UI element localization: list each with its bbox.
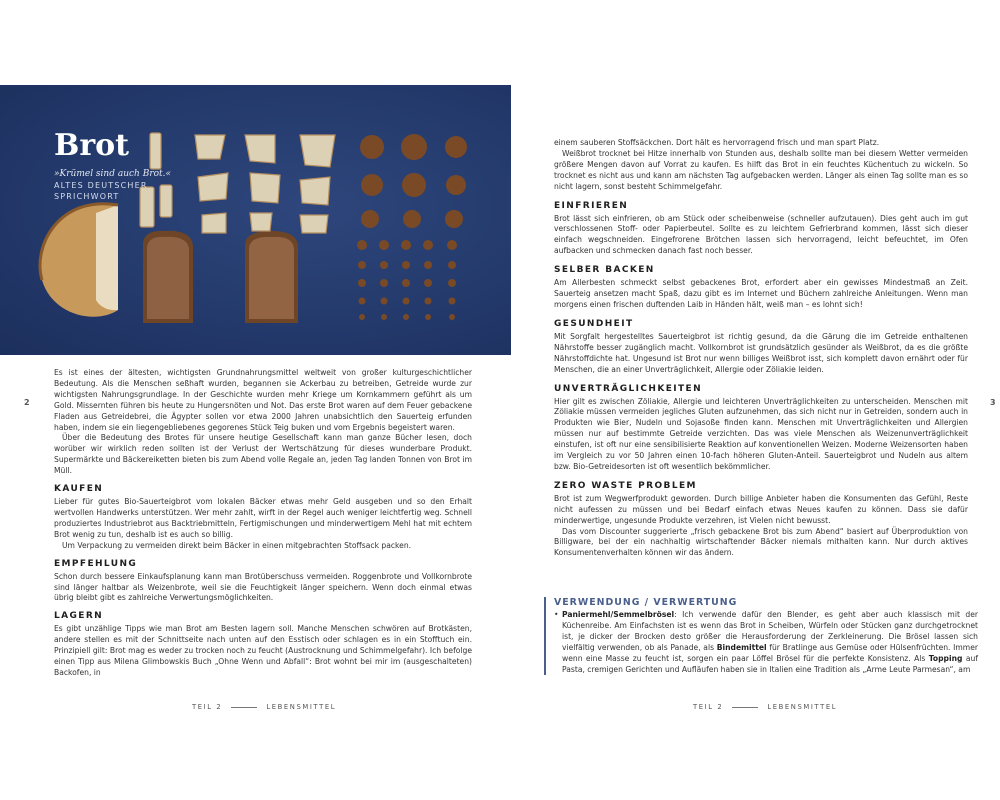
footer-part: TEIL 2 (693, 703, 724, 711)
verwendung-box (544, 597, 978, 675)
gesundheit-text: Mit Sorgfalt hergestelltes Sauerteigbrot ist richtig gesund, da die Gärung die im Getreide enthaltenen Nährstoffe besser zugänglich macht. Vollkornbrot ist grundsätzlich gesünder als Weißbrot, da es die größte Nährstoffdichte hat. Ungesund ist Brot nur wenn billiges Weißbrot isst, sich komplett davon ernährt oder für Menschen, die an einer Unverträglichkeit, Allergie oder Zöliakie leiden. (554, 331, 968, 374)
item-bold: Topping (928, 653, 963, 663)
lagern-continued: einem sauberen Stoffsäckchen. Dort hält es hervorragend frisch und man spart Platz. (554, 138, 880, 147)
item-text: für Bratlinge aus Gemüse oder Hülsenfrüchten. Immer wenn eine Masse zu feucht ist, sorgen ein paar Löffel Brösel für die perfekte Konsistenz. Als (562, 642, 978, 663)
footer-section: LEBENSMITTEL (767, 703, 838, 711)
hero-quote: »Krümel sind auch Brot.« (54, 169, 172, 179)
lagern-continued-2: Weißbrot trocknet bei Hitze innerhalb von Stunden aus, deshalb sollte man bei diesem Wetter vermeiden größere Mengen davon auf Vorrat zu kaufen. Es hilft das Brot in ein feuchtes Küchentuch zu wickeln. So trocknet es nicht aus und kann am nächsten Tag aufgebacken werden. Länger als einen Tag sollte man es so nicht lagern, sonst besteht Schimmelgefahr. (554, 148, 968, 191)
intro-paragraph-2: Über die Bedeutung des Brotes für unsere heutige Gesellschaft kann man ganze Bücher lesen, doch worüber wir wirklich reden sollten ist der Verlust der Wertschätzung für dieses wunderbare Produkt. Supermärkte und Bäckereiketten bieten bis zum Abend volle Regale an, jeden Tag landen Tonnen von Brot im Müll. (54, 433, 472, 476)
empfehlung-heading: EMPFEHLUNG (54, 558, 138, 569)
bread-photo-illustration (0, 85, 511, 355)
unvertraeglichkeiten-heading: UNVERTRÄGLICHKEITEN (554, 383, 703, 394)
item-term: Paniermehl/Semmelbrösel (562, 610, 675, 619)
einfrieren-text: Brot lässt sich einfrieren, ob am Stück oder scheibenweise (schneller aufzutauen). Dies geht auch im gut verschlossenen Stoff- oder Papierbeutel. Sollte es zu leichtem Gefrierbrand kommen, lässt sich dieser einfach wegschneiden. Eingefrorene Brötchen lassen sich hervorragend, leicht befeuchtet, im Ofen aufbacken und schmecken danach fast noch besser. (554, 213, 968, 256)
right-column (554, 138, 968, 559)
page-number-left: 2 (24, 398, 30, 407)
lagern-text: Es gibt unzählige Tipps wie man Brot am Besten lagern soll. Manche Menschen schwören auf Brotkästen, andere stellen es mit der Schnittseite nach unten auf den Esstisch oder schlagen es in ein Stofftuch ein. Prinzipiell gilt: Brot mag es weder zu trocken noch zu feucht (Austrocknung und Schimmelgefahr). Ich befolge einen Tipp aus Milena Glimbowskis Buch „Ohne Wenn und Abfall“: Brot wohnt bei mir im (ausgeschalteten) Backofen, in (54, 624, 472, 677)
unvertraeglichkeiten-text: Hier gilt es zwischen Zöliakie, Allergie und leichteren Unverträglichkeiten zu unterscheiden. Menschen mit Zöliakie müssen vermeiden jegliches Gluten aufzunehmen, das sich nicht nur in Getreiden, sondern auch in Produkten wie Bier, Nudeln und Sojasoße finden kann. Menschen mit Unverträglichkeiten und Allergien müssen nur auf bestimmte Getreide verzichten. Das was viele Menschen als Weizenunverträglichkeit einstufen, ist oft nur eine sensibilisierte Reaktion auf konventionellen Weizen. Moderne Weizensorten haben im Vergleich zu vor 50 Jahren einen 10-fach höheren Gluten-Anteil. Sauerteigbrot und Nudeln aus altem bzw. Bio-Getreidesorten ist oft wesentlich bekömmlicher. (554, 396, 968, 471)
footer-divider (231, 707, 257, 708)
kaufen-text: Lieber für gutes Bio-Sauerteigbrot vom lokalen Bäcker etwas mehr Geld ausgeben und so den Erhalt wertvollen Handwerks unterstützen. Wer mehr zahlt, wirft in der Regel auch weniger leichtfertig weg. Schnell produziertes Industriebrot aus Backtriebmitteln, Fertigmischungen und minderwertigem Mehl hat mit echtem Brot wenig zu tun, deshalb ist es auch so billig. (54, 497, 472, 539)
list-item (554, 610, 978, 675)
item-text: auf Pasta, cremigen Gerichten und Aufläufen haben sie in Italien eine Tradition als „Arme Leute Parmesan“, am (562, 653, 978, 674)
zero-waste-text: Brot ist zum Wegwerfprodukt geworden. Durch billige Anbieter haben die Konsumenten das Gefühl, Reste nicht aufessen zu müssen und bei Bedarf einfach etwas Neues kaufen zu können. Dass sie dafür minderwertige, ungesunde Produkte verzehren, ist Vielen nicht bewusst. (554, 493, 968, 525)
lagern-heading: LAGERN (54, 611, 104, 622)
footer-right (693, 703, 837, 711)
zero-waste-text-2: Das vom Discounter suggerierte „frisch gebackene Brot bis zum Abend“ basiert auf Überproduktion von Billigware, bei der ein nachhaltig wirtschaftender Bäcker niemals mithalten kann. Nur durch aktives Konsumentenverhalten können wir das ändern. (554, 526, 968, 558)
einfrieren-heading: EINFRIEREN (554, 200, 629, 211)
hero-image (0, 85, 511, 355)
bread-loaf-cut (96, 205, 118, 310)
footer-section: LEBENSMITTEL (266, 703, 337, 711)
footer-left (192, 703, 336, 711)
page-title: Brot (54, 128, 130, 163)
selber-backen-text: Am Allerbesten schmeckt selbst gebackenes Brot, erfordert aber ein gewisses Mindestmaß an Zeit. Sauerteig ansetzen macht Spaß, dazu gibt es im Internet und Büchern zahlreiche Anleitungen. Wenn man morgens einen frischen duftenden Laib in Händen hält, weiß man – es lohnt sich! (554, 278, 968, 309)
empfehlung-text: Schon durch bessere Einkaufsplanung kann man Brotüberschuss vermeiden. Roggenbrote und Vollkornbrote sind länger haltbar als Weizenbrote, weil sie die Feuchtigkeit länger speichern. Wenn doch einmal etwas übrig bleibt gibt es zahlreiche Verwertungsmöglichkeiten. (54, 571, 472, 603)
quote-source: ALTES DEUTSCHER SPRICHWORT (54, 181, 148, 201)
bread-slice-crumb (249, 237, 294, 319)
footer-part: TEIL 2 (192, 703, 223, 711)
page-number-right: 3 (990, 398, 996, 407)
bread-slice-crumb (147, 237, 189, 319)
kaufen-heading: KAUFEN (54, 484, 104, 495)
footer-divider (732, 707, 758, 708)
left-column (54, 368, 472, 679)
intro-paragraph: Es ist eines der ältesten, wichtigsten Grundnahrungsmittel weltweit von großer kulturgeschichtlicher Bedeutung. Als die Menschen seßhaft wurden, begannen sie Ackerbau zu betreiben, Getreide wurde zur wichtigsten Nahrungsgrundlage. In der Geschichte wurden mehr Kriege um Kornkammern geführt als um Gold. Missernten führen bis heute zu Hungersnöten und Not. Das erste Brot waren auf dem Feuer gebackene Fladen aus Getreidebrei, die Ägypter sollen vor etwa 2000 Jahren unabsichtlich den Sauerteig erfunden haben, indem sie ein liegengebliebenes gegorenes Stück Teig buken und vom Ergebnis begeistert waren. (54, 368, 472, 432)
verwendung-list (554, 610, 978, 675)
zero-waste-heading: ZERO WASTE PROBLEM (554, 480, 697, 491)
gesundheit-heading: GESUNDHEIT (554, 318, 634, 329)
selber-backen-heading: SELBER BACKEN (554, 265, 655, 276)
item-text: : Ich verwende dafür den Blender, es geht aber auch klassisch mit der Küchenreibe. Am Einfachsten ist es wenn das Brot in Scheiben, Würfeln oder Stücken ganz durchgetrocknet ist, je dicker der Brocken desto größer die Herausforderung der Zerkleinerung. Die Brösel lassen sich vielfältig verwenden, ob als Panade, als (562, 610, 978, 652)
item-bold: Bindemittel (716, 642, 767, 652)
kaufen-text-2: Um Verpackung zu vermeiden direkt beim Bäcker in einen mitgebrachten Stoffsack packen. (62, 540, 412, 550)
verwendung-heading: VERWENDUNG / VERWERTUNG (554, 597, 738, 608)
